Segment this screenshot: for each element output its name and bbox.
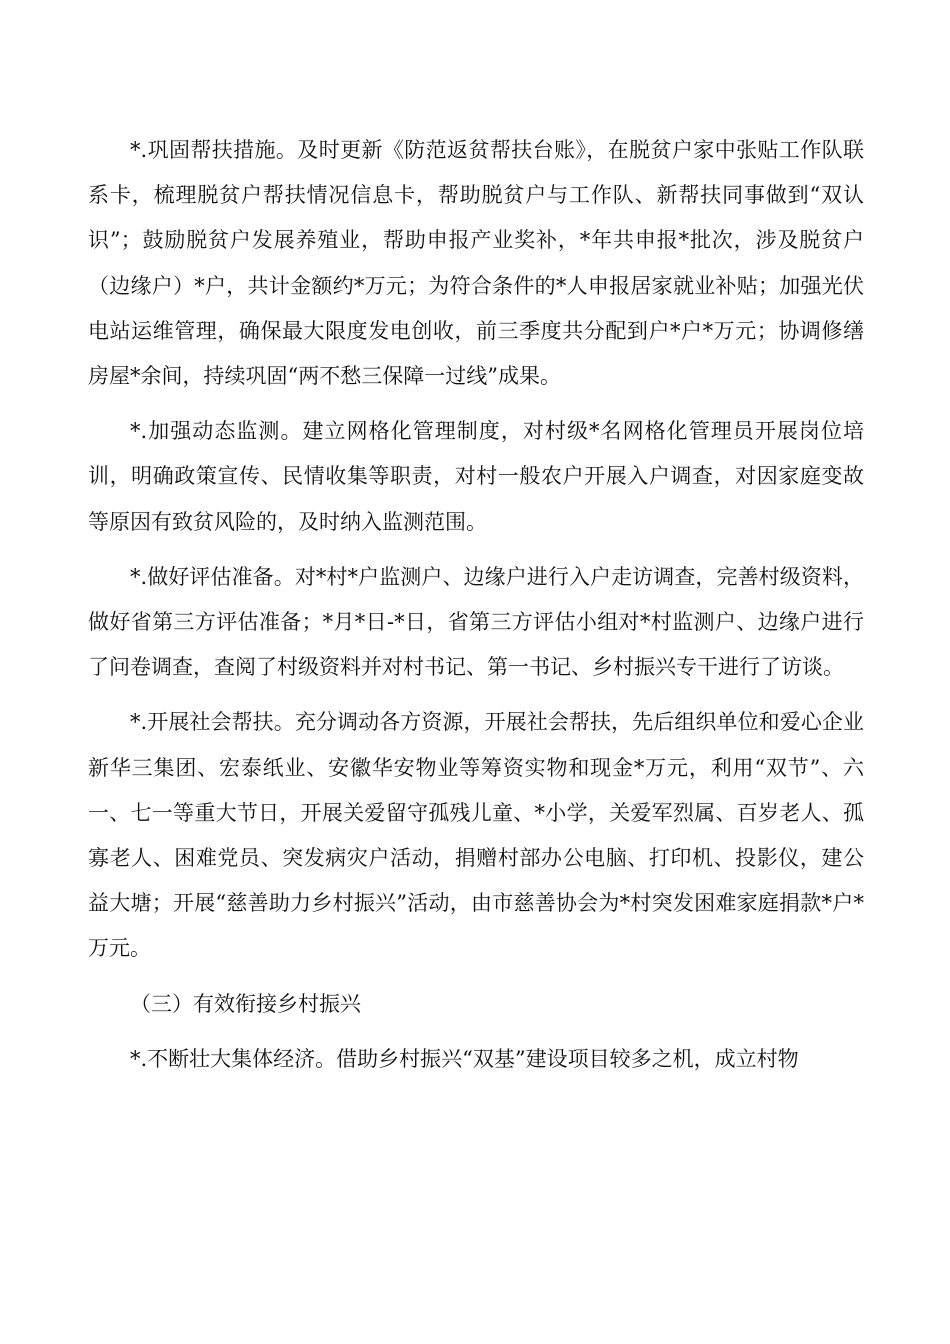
- document-body: [88, 128, 864, 1092]
- paragraph-collective-economy: *.不断壮大集体经济。借助乡村振兴“双基”建设项目较多之机，成立村物: [130, 1046, 799, 1071]
- paragraph-social-assistance: *.开展社会帮扶。充分调动各方资源，开展社会帮扶，先后组织单位和爱心企业新华三集团、宏泰纸业、安徽华安物业等筹资实物和现金*万元，利用“双节”、六一、七一等重大节日，开展关爱留守孤残儿童、*小学，关爱军烈属、百岁老人、孤寡老人、困难党员、突发病灾户活动，捐赠村部办公电脑、打印机、投影仪，建公益大塘；开展“慈善助力乡村振兴”活动，由市慈善协会为*村突发困难家庭捐款*户*万元。: [88, 710, 864, 961]
- paragraph-assessment-preparation: *.做好评估准备。对*村*户监测户、边缘户进行入户走访调查，完善村级资料，做好省第三方评估准备；*月*日-*日，省第三方评估小组对*村监测户、边缘户进行了问卷调查，查阅了村级资料并对村书记、第一书记、乡村振兴专干进行了访谈。: [88, 564, 864, 680]
- paragraph-dynamic-monitoring: *.加强动态监测。建立网格化管理制度，对村级*名网格化管理员开展岗位培训，明确政策宣传、民情收集等职责，对村一般农户开展入户调查，对因家庭变故等原因有致贫风险的，及时纳入监测范围。: [88, 419, 864, 534]
- section-heading: （三）有效衔接乡村振兴: [130, 991, 361, 1016]
- paragraph-consolidate-assistance: *.巩固帮扶措施。及时更新《防范返贫帮扶台账》，在脱贫户家中张贴工作队联系卡，梳理脱贫户帮扶情况信息卡，帮助脱贫户与工作队、新帮扶同事做到“双认识”；鼓励脱贫户发展养殖业，帮助申报产业奖补，*年共申报*批次，涉及脱贫户（边缘户）*户，共计金额约*万元；为符合条件的*人申报居家就业补贴；加强光伏电站运维管理，确保最大限度发电创收，前三季度共分配到户*户*万元；协调修缮房屋*余间，持续巩固“两不愁三保障一过线”成果。: [88, 138, 864, 389]
